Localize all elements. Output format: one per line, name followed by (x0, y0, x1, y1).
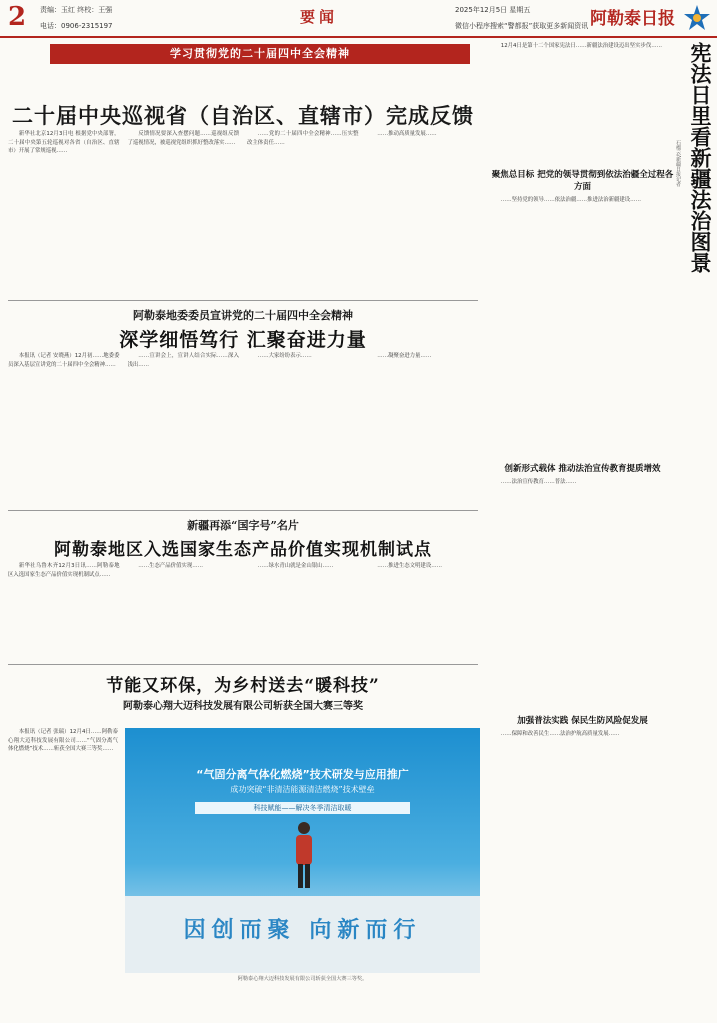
board-title: “气固分离气体化燃烧”技术研发与应用推广 (196, 768, 409, 781)
feature-subhead-1: 聚焦总目标 把党的领导贯彻到依法治疆全过程各方面 (491, 170, 674, 192)
article4-title: 节能又环保，为乡村送去“暖科技” (106, 676, 380, 696)
divider (8, 510, 478, 511)
photo-slogan: 因创而聚 向新而行 (183, 917, 422, 943)
note-line: 微信小程序搜索“警都报”获取更多新闻资讯 (455, 22, 589, 30)
board-tag: 科技赋能——解决冬季清洁取暖 (195, 802, 410, 814)
feature-vertical-title: 宪法日里看新疆法治图景 (688, 42, 713, 273)
phone-line: 电话：0906-2315197 (40, 22, 113, 30)
board-subtitle: 成功突破“非清洁能源清洁燃烧”技术壁垒 (230, 785, 375, 794)
feature-byline: 石榴云/新疆日报记者 (675, 140, 681, 187)
article1-title: 二十届中央巡视省（自治区、直辖市）完成反馈 (12, 103, 474, 128)
page-number: 2 (8, 2, 27, 32)
editor-line: 责编：玉红 终校：王强 (40, 6, 113, 14)
section-title: 要闻 (300, 8, 339, 26)
feature-subhead-3: 加强普法实践 保民生防风险促发展 (517, 716, 648, 726)
article2-col: ……宣讲会上，宣讲人结合实际……深入浅出…… (127, 353, 239, 368)
article1-col: 反馈情况要深入查摆问题……巡视组反馈了巡视情况，被巡视党组织抓好整改落实…… (127, 131, 239, 146)
article1-col: ……党的二十届四中全会精神……压实整改主体责任…… (247, 131, 359, 146)
article3-col: 新华社乌鲁木齐12月3日讯……阿勒泰地区入选国家生态产品价值实现机制试点…… (8, 563, 120, 578)
photo-caption: 阿勒泰心翔大迈科技发展有限公司斩获全国大赛三等奖。 (237, 976, 368, 982)
article3-body (8, 562, 478, 657)
article2-col: ……凝聚奋进力量…… (377, 353, 432, 359)
feature-para-3: ……保障和改善民生……法治护航高质量发展…… (500, 731, 620, 737)
article4-body (8, 728, 118, 1018)
feature-para-1: ……坚持党的领导……依法治疆……推进法治新疆建设…… (500, 197, 641, 203)
section-banner: 学习贯彻党的二十届四中全会精神 (50, 44, 470, 64)
article3-col: ……推进生态文明建设…… (377, 563, 442, 569)
article4-subtitle: 阿勒泰心翔大迈科技发展有限公司斩获全国大赛三等奖 (123, 701, 363, 712)
speaker-figure-icon (291, 820, 317, 890)
event-photo (125, 728, 480, 973)
feature-subhead-2: 创新形式载体 推动法治宣传教育提质增效 (504, 464, 661, 474)
feature-para-2: ……法治宣传教育……普法…… (500, 479, 577, 485)
feature-column (490, 42, 675, 1010)
article3-title: 阿勒泰地区入选国家生态产品价值实现机制试点 (54, 540, 432, 560)
article1-col: 新华社北京12月3日电 根据党中央部署，二十届中央第五轮巡视对各省（自治区、直辖市）开展了常规巡视…… (8, 131, 120, 155)
article3-kicker: 新疆再添“国字号”名片 (187, 519, 299, 532)
article1-col: ……推动高质量发展…… (377, 131, 437, 137)
article1-body (8, 130, 478, 290)
newspaper-logo: 阿勒泰日报 (590, 9, 675, 29)
article2-col: 本报讯（记者 安晓燕）12月初……地委委员深入基层宣讲党的二十届四中全会精神…… (8, 353, 120, 368)
article3-col: ……绿水青山就是金山银山…… (257, 563, 334, 569)
feature-intro: 12月4日是第十二个国家宪法日……新疆法治建设迈出坚实步伐…… (500, 43, 663, 49)
divider (8, 300, 478, 301)
article2-kicker: 阿勒泰地委委员宣讲党的二十届四中全会精神 (133, 309, 353, 322)
article4-col: 本报讯（记者 张瑞）12月4日……阿勒泰心翔大迈科技发展有限公司……“气固分离气体化燃烧”技术……斩获全国大赛三等奖…… (8, 729, 118, 753)
date-line: 2025年12月5日 星期五 (455, 6, 531, 14)
article3-col: ……生态产品价值实现…… (138, 563, 203, 569)
article2-body (8, 352, 478, 502)
emblem-icon (683, 4, 711, 32)
divider (8, 664, 478, 665)
article2-title: 深学细悟笃行 汇聚奋进力量 (119, 329, 367, 351)
article2-col: ……大家纷纷表示…… (257, 353, 312, 359)
